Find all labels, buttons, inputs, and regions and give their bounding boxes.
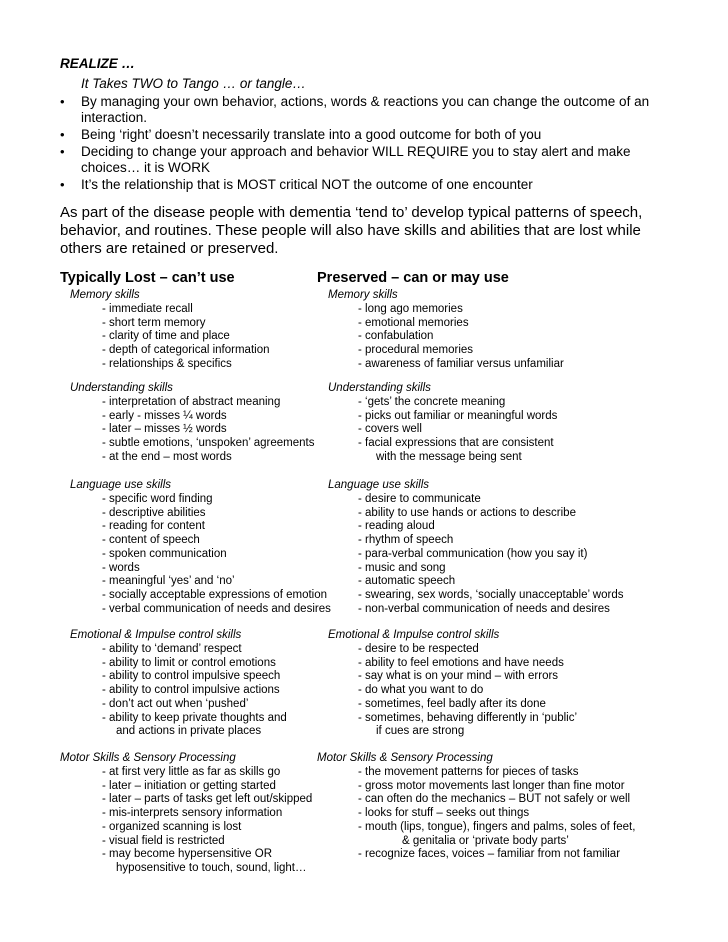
preserved-skill-item: - ability to feel emotions and have needs [358, 656, 564, 669]
lost-skill-item: - specific word finding [102, 492, 213, 505]
preserved-skill-item: - do what you want to do [358, 684, 484, 696]
lost-column-heading: Typically Lost – can’t use [60, 270, 235, 286]
preserved-skill-item: - rhythm of speech [358, 534, 454, 546]
preserved-skill-item: - picks out familiar or meaningful words [358, 409, 558, 422]
preserved-skill-item: - awareness of familiar versus unfamiliar [358, 357, 564, 370]
bullet-icon: • [60, 94, 65, 109]
lost-skill-item: - organized scanning is lost [102, 820, 242, 833]
lost-skill-item: - later – initiation or getting started [102, 779, 276, 792]
lost-skill-item: - early - misses ¼ words [102, 409, 227, 422]
lost-skill-item: - immediate recall [102, 302, 193, 315]
bullet-icon: • [60, 144, 65, 159]
preserved-skill-item: - long ago memories [358, 302, 463, 315]
lost-skill-item: - visual field is restricted [102, 834, 225, 847]
lost-skill-item: - short term memory [102, 316, 206, 329]
lost-section-title: Motor Skills & Sensory Processing [60, 752, 236, 764]
bullet-text: By managing your own behavior, actions, words & reactions you can change the outcome of an [81, 94, 650, 109]
lost-skill-item: - at first very little as far as skills go [102, 765, 281, 778]
preserved-skill-item: - emotional memories [358, 316, 469, 329]
preserved-skill-item: - confabulation [358, 330, 434, 343]
preserved-section-title: Memory skills [328, 289, 398, 301]
bullet-item [60, 127, 700, 143]
preserved-skill-item: - desire to be respected [358, 642, 479, 655]
bullet-text-continued: interaction. [81, 110, 148, 125]
lost-skill-item: hyposensitive to touch, sound, light… [116, 862, 307, 874]
lost-section-title: Emotional & Impulse control skills [70, 629, 242, 641]
intro-paragraph: As part of the disease people with dementia ‘tend to’ develop typical patterns of speech, behavior, and routines. These people will also have skills and abilities that are lost while others are retained or preserved. [60, 204, 643, 257]
lost-skill-item: and actions in private places [116, 725, 262, 738]
preserved-skill-item: - gross motor movements last longer than fine motor [358, 779, 625, 792]
lost-skill-item: - descriptive abilities [102, 506, 206, 519]
lost-skill-item: - ability to control impulsive speech [102, 670, 281, 683]
lost-skill-item: - ability to keep private thoughts and [102, 711, 287, 724]
lost-skill-item: - clarity of time and place [102, 330, 230, 343]
lost-skill-item: - at the end – most words [102, 450, 232, 463]
lost-skill-item: - ability to ‘demand’ respect [102, 642, 242, 655]
lost-skill-item: - verbal communication of needs and desires [102, 602, 331, 615]
preserved-skill-item: - para-verbal communication (how you say it) [358, 547, 588, 560]
lost-skill-item: - relationships & specifics [102, 357, 232, 370]
bullet-item [60, 177, 700, 193]
bullet-text: Being ‘right’ doesn’t necessarily translate into a good outcome for both of you [81, 127, 542, 142]
lost-skill-item: - don’t act out when ‘pushed’ [102, 697, 249, 710]
bullet-icon: • [60, 177, 65, 192]
lost-skill-item: - meaningful ‘yes’ and ‘no’ [102, 575, 235, 588]
preserved-skill-item: - looks for stuff – seeks out things [358, 807, 530, 819]
realize-subtitle: It Takes TWO to Tango … or tangle… [81, 76, 306, 91]
preserved-skill-item: - can often do the mechanics – BUT not safely or well [358, 793, 631, 806]
bullet-item [60, 94, 700, 126]
bullet-icon: • [60, 127, 65, 142]
preserved-section-title: Motor Skills & Sensory Processing [317, 752, 493, 764]
lost-skill-item: - content of speech [102, 534, 200, 546]
lost-skill-item: - depth of categorical information [102, 344, 270, 356]
lost-skill-item: - socially acceptable expressions of emotion [102, 589, 328, 601]
preserved-skill-item: - non-verbal communication of needs and desires [358, 602, 610, 615]
preserved-skill-item: - covers well [358, 423, 422, 436]
preserved-skill-item: - ‘gets’ the concrete meaning [358, 395, 506, 408]
preserved-skill-item: - sometimes, feel badly after its done [358, 697, 546, 710]
preserved-section-title: Understanding skills [328, 382, 431, 394]
preserved-skill-item: - sometimes, behaving differently in ‘public’ [358, 711, 578, 724]
preserved-section-title: Language use skills [328, 479, 430, 491]
lost-skill-item: - may become hypersensitive OR [102, 848, 273, 861]
preserved-skill-item: if cues are strong [376, 725, 465, 738]
lost-section-title: Understanding skills [70, 382, 173, 394]
preserved-section-title: Emotional & Impulse control skills [328, 629, 500, 641]
bullet-item [60, 144, 700, 176]
preserved-skill-item: - swearing, sex words, ‘socially unacceptable’ words [358, 589, 624, 601]
lost-skill-item: - words [102, 561, 140, 574]
preserved-skill-item: - procedural memories [358, 344, 474, 356]
lost-skill-item: - reading for content [102, 520, 205, 533]
preserved-skill-item: - mouth (lips, tongue), fingers and palms, soles of feet, [358, 820, 636, 833]
preserved-skill-item: - desire to communicate [358, 492, 481, 505]
lost-skill-item: - interpretation of abstract meaning [102, 395, 281, 408]
preserved-skill-item: with the message being sent [376, 450, 522, 463]
lost-skill-item: - mis-interprets sensory information [102, 807, 283, 819]
preserved-skill-item: - say what is on your mind – with errors [358, 670, 559, 683]
realize-bullet-list [60, 94, 700, 194]
bullet-text: It’s the relationship that is MOST critical NOT the outcome of one encounter [81, 177, 533, 192]
preserved-skill-item: - the movement patterns for pieces of tasks [358, 765, 579, 778]
lost-skill-item: - subtle emotions, ‘unspoken’ agreements [102, 437, 315, 449]
lost-skill-item: - ability to limit or control emotions [102, 656, 276, 669]
bullet-text-continued: choices… it is WORK [81, 160, 211, 175]
preserved-skill-item: - recognize faces, voices – familiar from not familiar [358, 848, 621, 861]
lost-skill-item: - later – parts of tasks get left out/skipped [102, 793, 313, 806]
preserved-skill-item: - facial expressions that are consistent [358, 437, 554, 449]
preserved-column-heading: Preserved – can or may use [317, 270, 509, 286]
preserved-skill-item: - music and song [358, 561, 446, 574]
lost-section-title: Language use skills [70, 479, 172, 491]
preserved-skill-item: - automatic speech [358, 575, 456, 588]
lost-section-title: Memory skills [70, 289, 140, 301]
preserved-skill-item: - ability to use hands or actions to describe [358, 506, 576, 519]
lost-skill-item: - ability to control impulsive actions [102, 684, 280, 696]
bullet-text: Deciding to change your approach and behavior WILL REQUIRE you to stay alert and make [81, 144, 631, 159]
realize-heading: REALIZE … [60, 56, 136, 71]
preserved-skill-item: - reading aloud [358, 520, 435, 533]
lost-skill-item: - later – misses ½ words [102, 423, 227, 436]
preserved-skill-item: & genitalia or ‘private body parts’ [402, 834, 569, 847]
lost-skill-item: - spoken communication [102, 547, 227, 560]
